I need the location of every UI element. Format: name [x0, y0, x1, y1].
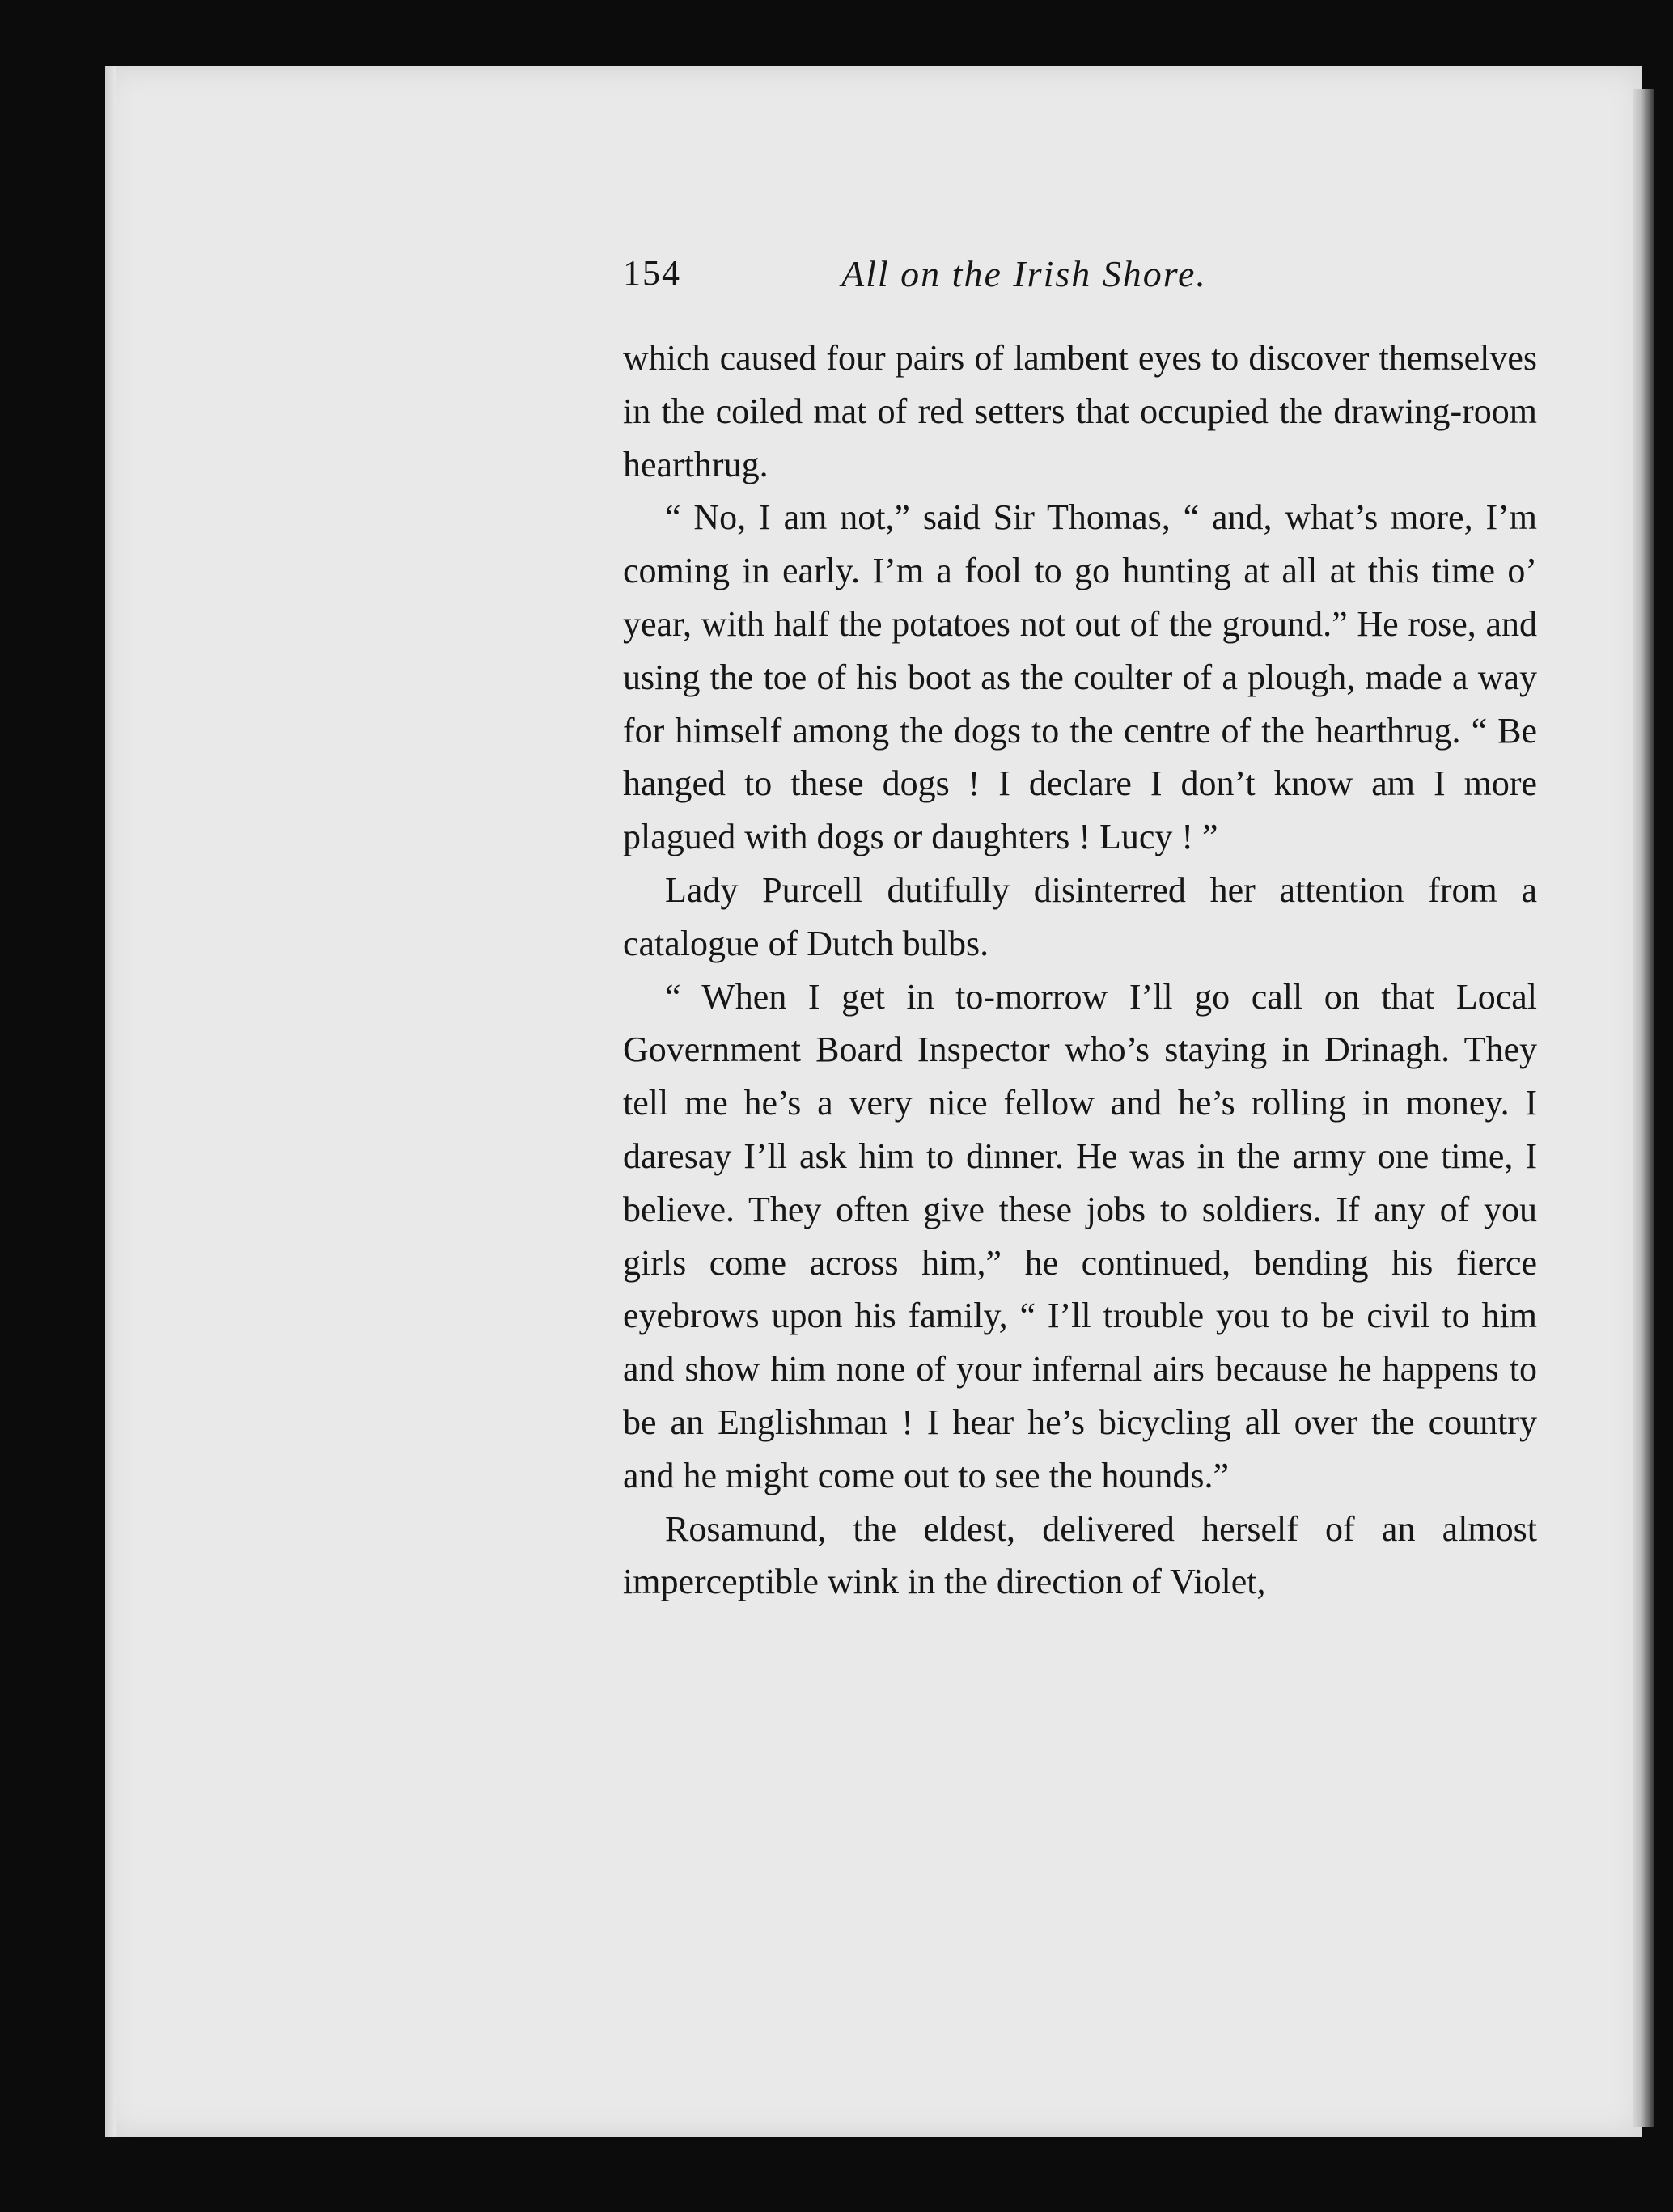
paragraph: which caused four pairs of lambent eyes to discover themselves in the coiled mat of red setters that occupied the drawing-room hearthrug. [623, 338, 1537, 484]
body-text [623, 332, 1537, 1609]
paragraph: Rosamund, the eldest, delivered herself of an almost imperceptible wink in the direction of Violet, [623, 1508, 1537, 1602]
page-edge [1633, 89, 1654, 2127]
page-number: 154 [623, 253, 681, 293]
running-title: All on the Irish Shore. [841, 253, 1207, 294]
paragraph: “ No, I am not,” said Sir Thomas, “ and, what’s more, I’m coming in early. I’m a fool to go hunting at all at this time o’ year, with half the potatoes not out of the ground.” He rose, and using the toe of his boot as the coulter of a plough, made a way for himself among the dogs to the centre of the hearthrug. “ Be hanged to these dogs ! I declare I don’t know am I more plagued with dogs or daughters ! Lucy ! ” [623, 497, 1537, 857]
paragraph: “ When I get in to-morrow I’ll go call on that Local Government Board Inspector who’s staying in Drinagh. They tell me he’s a very nice fellow and he’s rolling in money. I daresay I’ll ask him to dinner. He was in the army one time, I believe. They often give these jobs to soldiers. If any of you girls come across him,” he continued, bending his fierce eyebrows upon his family, “ I’ll trouble you to be civil to him and show him none of your infernal airs because he happens to be an Englishman ! I hear he’s bicycling all over the country and he might come out to see the hounds.” [623, 976, 1537, 1495]
paragraph: Lady Purcell dutifully disinterred her attention from a catalogue of Dutch bulbs. [623, 869, 1537, 963]
page-gutter-shadow [105, 66, 116, 2137]
running-head [623, 252, 1537, 301]
